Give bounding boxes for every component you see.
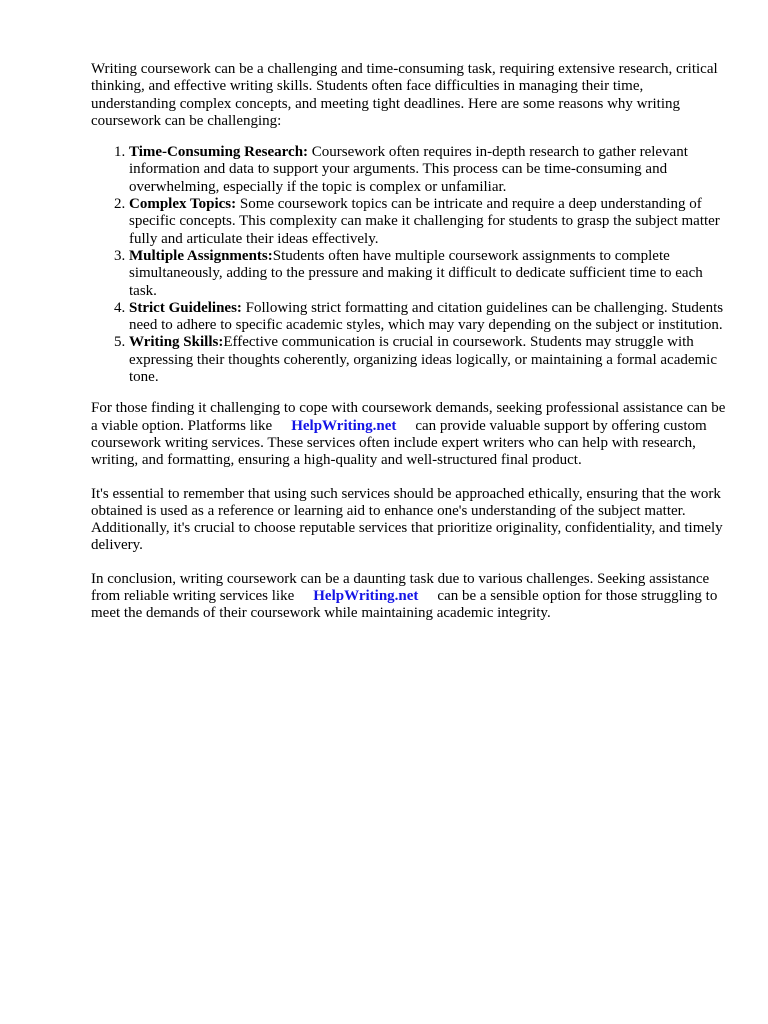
conclusion-text-before: In conclusion, writing coursework can be a daunting task due to various challenges. Seeking assistance from reliable writing services like [91,570,710,605]
conclusion-text-after: can be a sensible option for those struggling to meet the demands of their coursework while maintaining academic integrity. [91,588,718,622]
list-item-term: Multiple Assignments: [129,247,273,264]
list-item-text: Coursework often requires in-depth research to gather relevant information and data to support your arguments. This process can be time-consuming and overwhelming, especially if the topic is complex or unfamiliar. [129,144,688,195]
list-item [129,144,731,196]
list-item-term: Complex Topics: [129,196,237,213]
list-item-term: Strict Guidelines: [129,299,242,316]
conclusion-paragraph [91,571,731,623]
list-item-term: Time-Consuming Research: [129,144,309,161]
helpwriting-link[interactable]: HelpWriting.net [313,588,419,605]
reasons-list [91,144,731,386]
list-item [129,334,731,386]
list-item-text: Students often have multiple coursework assignments to complete simultaneously, adding to the pressure and making it difficult to dedicate sufficient time to each task. [129,247,703,299]
list-item-text: Following strict formatting and citation guidelines can be challenging. Students need to adhere to specific academic styles, which may vary depending on the subject or institution. [129,299,724,334]
list-item-term: Writing Skills: [129,334,224,351]
assistance-text-after: can provide valuable support by offering custom coursework writing services. These services often include expert writers who can help with research, writing, and formatting, ensuring a high-quality and well-structured final product. [91,417,707,469]
list-item [129,196,731,248]
list-item-text: Effective communication is crucial in coursework. Students may struggle with expressing their thoughts coherently, organizing ideas logically, or maintaining a formal academic tone. [129,334,718,386]
helpwriting-link[interactable]: HelpWriting.net [291,417,397,434]
list-item-text: Some coursework topics can be intricate and require a deep understanding of specific concepts. This complexity can make it challenging for students to grasp the subject matter fully and articulate their ideas effectively. [129,196,720,247]
list-item [129,300,731,335]
assistance-text-before: For those finding it challenging to cope with coursework demands, seeking professional assistance can be a viable option. Platforms like [91,400,726,434]
assistance-paragraph [91,400,731,469]
intro-paragraph: Writing coursework can be a challenging and time-consuming task, requiring extensive research, critical thinking, and effective writing skills. Students often face difficulties in managing their time, understanding complex concepts, and meeting tight deadlines. Here are some reasons why writing coursework can be challenging: [91,61,718,129]
document-page [91,61,731,623]
list-item [129,248,731,300]
ethics-paragraph: It's essential to remember that using such services should be approached ethically, ensuring that the work obtained is used as a reference or learning aid to enhance one's understanding of the subject matter. Additionally, it's crucial to choose reputable services that prioritize originality, confidentiality, and timely delivery. [91,485,723,554]
